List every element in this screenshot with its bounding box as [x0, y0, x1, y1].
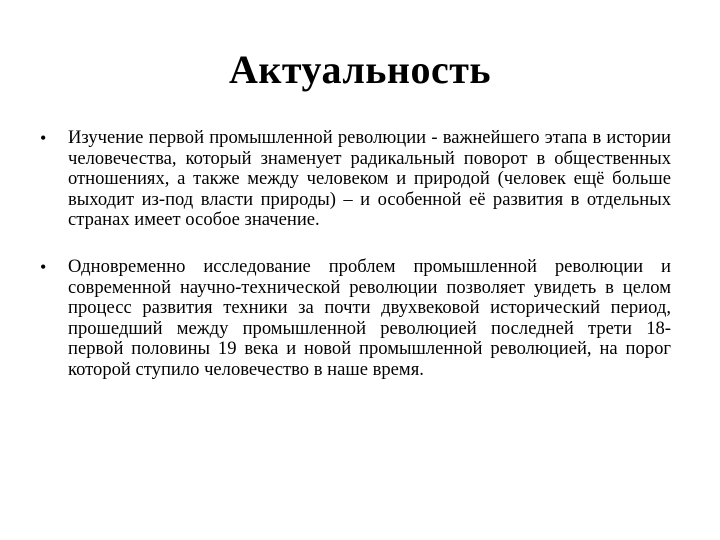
bullet-item — [40, 255, 671, 381]
bullet-text: Изучение первой промышленной революции - важнейшего этапа в истории человечества, который знаменует радикальный поворот в общественных отношениях, а также между человеком и природой (человек ещё больше выходит из-под власти природы) – и особенной её развития в отдельных странах имеет особое значение. — [68, 127, 671, 231]
bullet-item — [40, 127, 671, 231]
bullet-icon: • — [40, 128, 47, 148]
slide-title: Актуальность — [228, 47, 492, 92]
bullet-list — [40, 127, 671, 381]
bullet-icon: • — [40, 256, 47, 277]
bullet-text: Одновременно исследование проблем промышленной революции и современной научно-технической революции позволяет увидеть в целом процесс развития техники за почти двухвековой исторический период, прошедший между промышленной революцией последней трети 18- первой половины 19 века и новой промышленной революцией, на порог которой ступило человечество в наше время. — [68, 255, 671, 380]
